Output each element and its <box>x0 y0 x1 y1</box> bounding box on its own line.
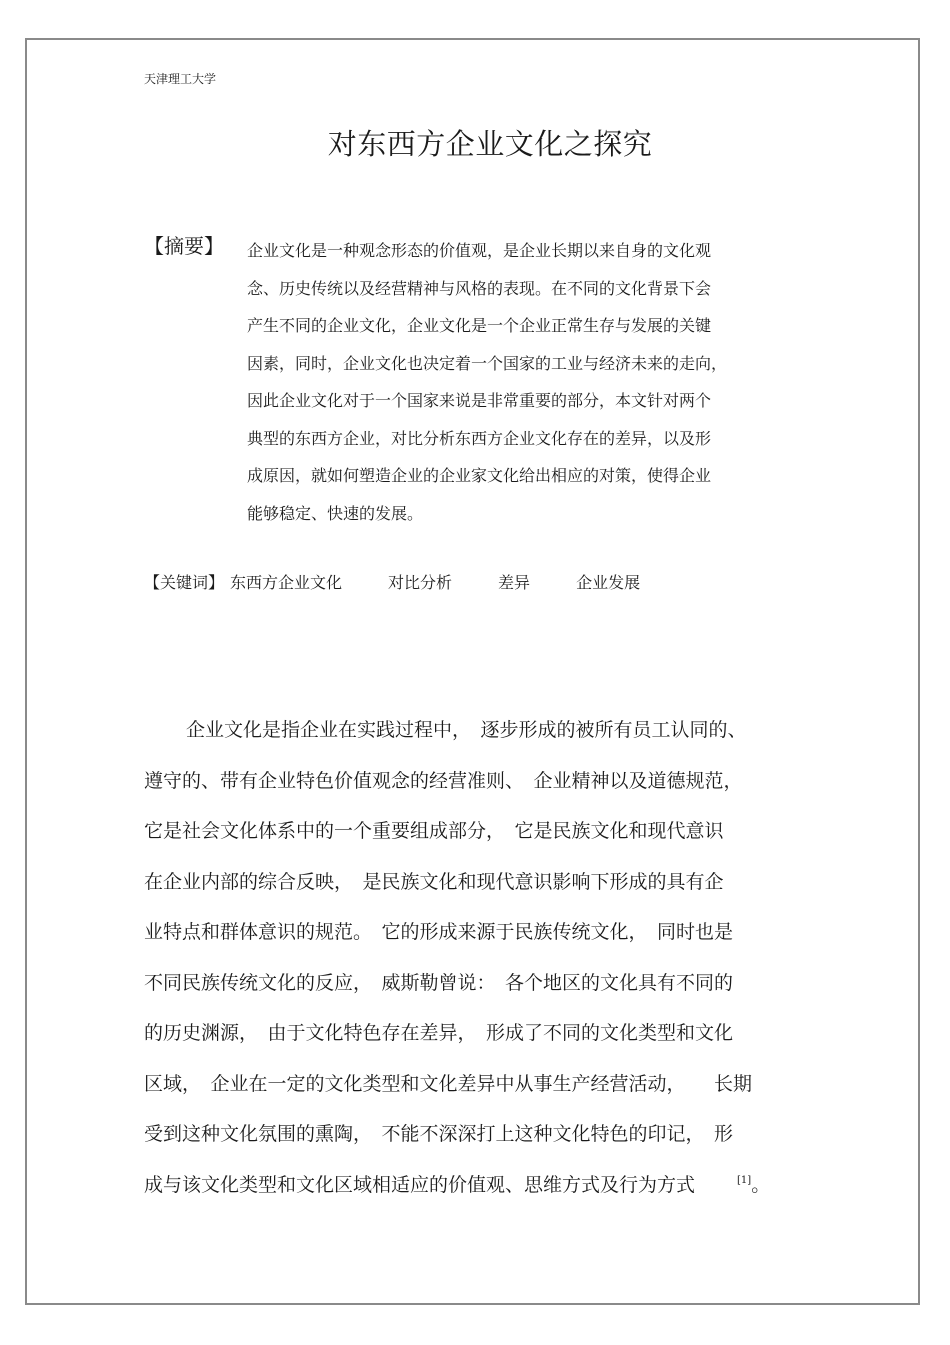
abstract-label: 【摘要】 <box>144 234 224 258</box>
abstract-line: 能够稳定、快速的发展。 <box>247 503 424 523</box>
keyword-item: 东西方企业文化 <box>230 573 343 592</box>
body-line: 业特点和群体意识的规范。 它的形成来源于民族传统文化， 同时也是 <box>144 921 734 943</box>
abstract-line: 产生不同的企业文化，企业文化是一个企业正常生存与发展的关键 <box>247 316 712 335</box>
abstract-body <box>247 232 777 532</box>
abstract-line: 因此企业文化对于一个国家来说是非常重要的部分，本文针对两个 <box>247 391 712 410</box>
abstract-line: 成原因，就如何塑造企业的企业家文化给出相应的对策，使得企业 <box>247 466 712 485</box>
body-line: 受到这种文化氛围的熏陶， 不能不深深打上这种文化特色的印记， 形 <box>144 1123 734 1145</box>
body-paragraph <box>144 705 824 1210</box>
document-title: 对东西方企业文化之探究 <box>327 127 653 161</box>
keywords-label: 【关键词】 <box>144 573 225 592</box>
keyword-item: 对比分析 <box>388 573 453 592</box>
keyword-item: 差异 <box>498 573 531 592</box>
header-institution: 天津理工大学 <box>144 72 217 86</box>
keyword-item: 企业发展 <box>576 573 641 592</box>
abstract-line: 典型的东西方企业，对比分析东西方企业文化存在的差异，以及形 <box>247 428 712 448</box>
abstract-line: 念、历史传统以及经营精神与风格的表现。在不同的文化背景下会 <box>247 278 712 298</box>
body-line: 在企业内部的综合反映， 是民族文化和现代意识影响下形成的具有企 <box>144 870 724 893</box>
keywords-row <box>144 571 640 595</box>
body-line-text: 成与该文化类型和文化区域相适应的价值观、思维方式及行为方式 <box>144 1173 696 1196</box>
body-line-last <box>144 1160 824 1211</box>
body-line: 遵守的、带有企业特色价值观念的经营准则、 企业精神以及道德规范， <box>144 769 743 792</box>
body-line: 的历史渊源， 由于文化特色存在差异， 形成了不同的文化类型和文化 <box>144 1022 734 1044</box>
citation-marker[interactable]: [1] <box>737 1175 752 1187</box>
body-line: 它是社会文化体系中的一个重要组成部分， 它是民族文化和现代意识 <box>144 820 724 842</box>
body-line: 不同民族传统文化的反应， 威斯勒曾说： 各个地区的文化具有不同的 <box>144 971 734 994</box>
body-line: 企业文化是指企业在实践过程中， 逐步形成的被所有员工认同的、 <box>186 719 747 741</box>
body-line: 区域， 企业在一定的文化类型和文化差异中从事生产经营活动， 长期 <box>144 1072 753 1095</box>
abstract-line: 因素，同时，企业文化也决定着一个国家的工业与经济未来的走向， <box>247 353 728 373</box>
end-mark: 。 <box>751 1173 771 1196</box>
abstract-line: 企业文化是一种观念形态的价值观，是企业长期以来自身的文化观 <box>247 241 712 260</box>
